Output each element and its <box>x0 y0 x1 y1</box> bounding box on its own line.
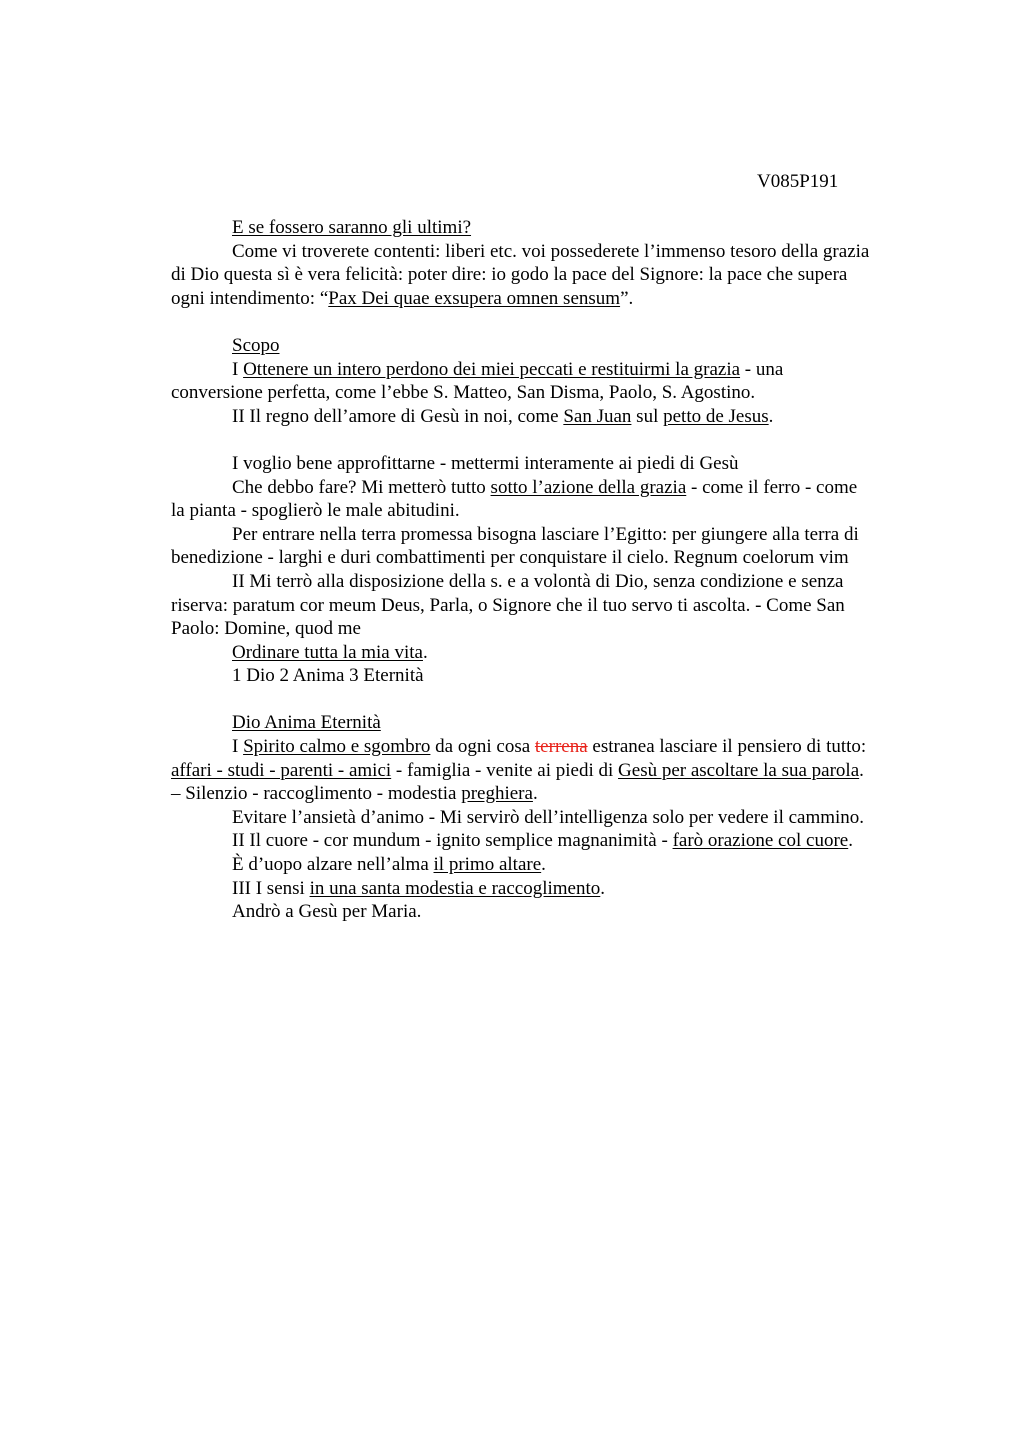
blank-line <box>171 688 931 712</box>
underlined-text: Dio Anima Eternità <box>232 712 381 734</box>
text-line: I voglio bene approfittarne - mettermi interamente ai piedi di Gesù <box>232 452 739 474</box>
underlined-text: Scopo <box>232 334 280 356</box>
underlined-text: San Juan <box>563 405 632 427</box>
text-line: di Dio questa sì è vera felicità: poter dire: io godo la pace del Signore: la pace che supera <box>171 264 848 286</box>
text-line: conversione perfetta, come l’ebbe S. Matteo, San Disma, Paolo, S. Agostino. <box>171 382 756 404</box>
text-span: sul <box>631 405 664 427</box>
underlined-text: preghiera <box>461 783 533 805</box>
text-line <box>171 877 931 901</box>
underlined-text: Ordinare tutta la mia vita <box>232 641 423 663</box>
underlined-text: Ottenere un intero perdono dei miei peccati e restituirmi la grazia <box>243 358 741 380</box>
blank-line <box>171 428 931 452</box>
text-span: Che debbo fare? Mi metterò tutto <box>232 476 491 498</box>
text-span: II Il cuore - cor mundum - ignito semplice magnanimità - <box>232 830 673 852</box>
underlined-text: Gesù per ascoltare la sua parola <box>618 759 860 781</box>
text-line: Paolo: Domine, quod me <box>171 618 361 640</box>
text-line <box>171 358 931 382</box>
text-span: – Silenzio - raccoglimento - modestia <box>171 783 462 805</box>
text-line <box>171 735 931 759</box>
underlined-text: Spirito calmo e sgombro <box>243 736 431 758</box>
underlined-text: Pax Dei quae exsupera omnen sensum <box>328 287 621 309</box>
text-line <box>171 759 931 783</box>
text-line: riserva: paratum cor meum Deus, Parla, o Signore che il tuo servo ti ascolta. - Come San <box>171 594 845 616</box>
text-line <box>171 641 931 665</box>
text-line: II Mi terrò alla disposizione della s. e a volontà di Dio, senza condizione e senza <box>232 570 844 592</box>
text-span: . <box>848 830 853 852</box>
blank-line <box>171 310 931 334</box>
text-line <box>171 853 931 877</box>
text-span: II Il regno dell’amore di Gesù in noi, come <box>232 405 564 427</box>
text-line <box>171 782 931 806</box>
text-line <box>171 829 931 853</box>
document-body <box>171 216 931 924</box>
text-line: Evitare l’ansietà d’animo - Mi servirò dell’intelligenza solo per vedere il cammino. <box>232 806 865 828</box>
text-line: Come vi troverete contenti: liberi etc. voi possederete l’immenso tesoro della grazia <box>232 240 870 262</box>
text-span: III I sensi <box>232 877 310 899</box>
text-span: ”. <box>620 287 634 309</box>
deleted-text: terrena <box>534 736 588 758</box>
text-span: ogni intendimento: “ <box>171 287 329 309</box>
text-line <box>171 476 931 500</box>
text-line: la pianta - spoglierò le male abitudini. <box>171 500 460 522</box>
text-span: - famiglia - venite ai piedi di <box>391 759 619 781</box>
text-line: Andrò a Gesù per Maria. <box>232 901 422 923</box>
underlined-text: petto de Jesus <box>663 405 769 427</box>
section-heading <box>171 334 931 358</box>
page-code: V085P191 <box>757 171 839 192</box>
text-span: da ogni cosa <box>430 736 535 758</box>
underlined-text: affari - studi - parenti - amici <box>171 759 392 781</box>
text-span: . <box>859 759 864 781</box>
text-span: . <box>422 641 428 663</box>
underlined-text: in una santa modestia e raccoglimento <box>309 877 601 899</box>
text-line: Per entrare nella terra promessa bisogna lasciare l’Egitto: per giungere alla terra di <box>232 523 859 545</box>
text-line <box>171 405 931 429</box>
underlined-text: E se fossero saranno gli ultimi? <box>232 217 472 238</box>
section-heading <box>171 711 931 735</box>
text-span: È d’uopo alzare nell’alma <box>232 854 434 876</box>
text-line: benedizione - larghi e duri combattimenti per conquistare il cielo. Regnum coelorum vim <box>171 547 849 569</box>
text-span: . <box>532 783 538 805</box>
text-span: . <box>600 877 606 899</box>
underlined-text: il primo altare <box>433 854 542 876</box>
text-span: I <box>232 358 244 380</box>
text-line: 1 Dio 2 Anima 3 Eternità <box>232 665 424 687</box>
text-span: . <box>768 405 774 427</box>
underlined-text: farò orazione col cuore <box>672 830 849 852</box>
text-span: - una <box>740 358 784 380</box>
text-span: I <box>232 736 244 758</box>
text-span: - come il ferro - come <box>686 476 858 498</box>
underlined-text: sotto l’azione della grazia <box>490 476 687 498</box>
text-line <box>171 216 931 240</box>
text-line <box>171 287 931 311</box>
text-span: . <box>541 854 546 876</box>
text-span: estranea lasciare il pensiero di tutto: <box>587 736 867 758</box>
